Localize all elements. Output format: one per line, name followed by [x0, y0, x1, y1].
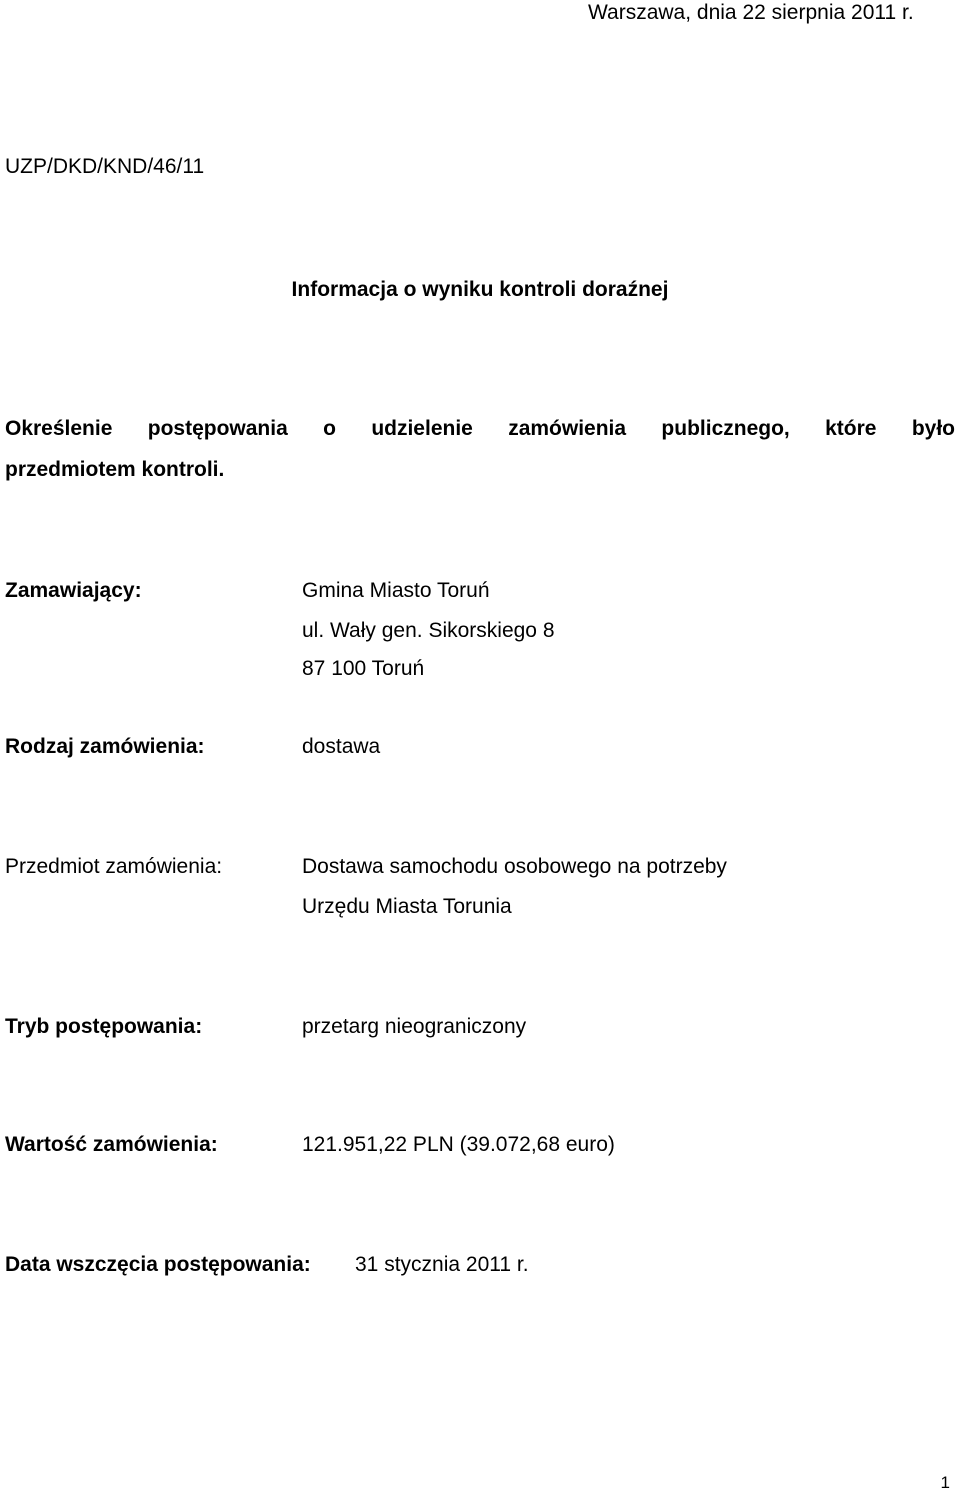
document-date: Warszawa, dnia 22 sierpnia 2011 r. — [588, 1, 914, 24]
field-value-wartosc: 121.951,22 PLN (39.072,68 euro) — [302, 1133, 615, 1156]
field-label-wartosc: Wartość zamówienia: — [5, 1133, 218, 1156]
field-label-zamawiajacy: Zamawiający: — [5, 579, 142, 602]
document-title: Informacja o wyniku kontroli doraźnej — [291, 278, 669, 301]
field-value-przedmiot-line-2: Urzędu Miasta Torunia — [302, 895, 512, 918]
field-value-rodzaj: dostawa — [302, 735, 381, 758]
section-heading-line-1: Określenie postępowania o udzielenie zamówienia publicznego, które było — [5, 417, 955, 440]
section-heading — [5, 408, 955, 490]
field-value-zamawiajacy-city: 87 100 Toruń — [302, 657, 425, 680]
field-label-data-wszczecia: Data wszczęcia postępowania: — [5, 1253, 311, 1276]
field-value-zamawiajacy-street: ul. Wały gen. Sikorskiego 8 — [302, 619, 555, 642]
field-label-rodzaj: Rodzaj zamówienia: — [5, 735, 205, 758]
field-value-przedmiot-line-1: Dostawa samochodu osobowego na potrzeby — [302, 855, 727, 878]
field-label-tryb: Tryb postępowania: — [5, 1015, 203, 1038]
page-number: 1 — [940, 1473, 950, 1492]
field-value-tryb: przetarg nieograniczony — [302, 1015, 527, 1038]
section-heading-line-2: przedmiotem kontroli. — [5, 458, 225, 481]
field-value-data-wszczecia: 31 stycznia 2011 r. — [355, 1253, 529, 1276]
field-label-przedmiot: Przedmiot zamówienia: — [5, 855, 223, 878]
document-number: UZP/DKD/KND/46/11 — [5, 155, 205, 178]
field-value-zamawiajacy-name: Gmina Miasto Toruń — [302, 579, 490, 602]
